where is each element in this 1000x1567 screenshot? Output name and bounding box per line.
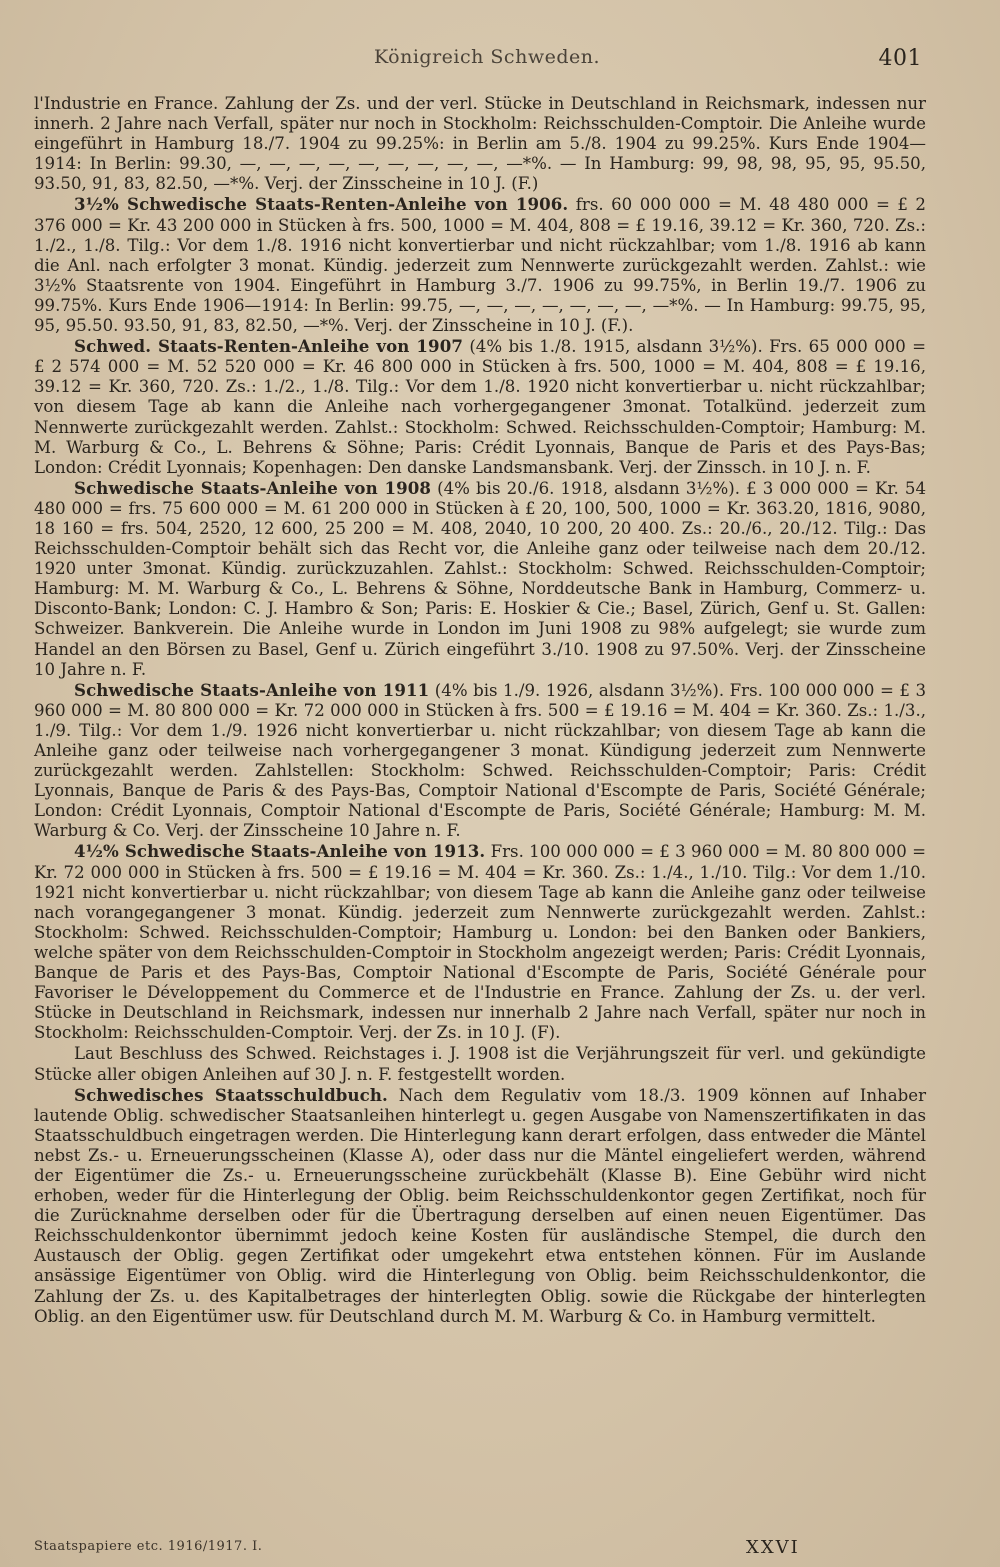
loan-heading: 3½% Schwedische Staats-Renten-Anleihe von 1906. xyxy=(74,194,569,215)
paragraph-loan-1908: Schwedische Staats-Anleihe von 1908 (4% bis 20./6. 1918, alsdann 3½%). £ 3 000 000 = Kr. 54 480 000 = frs. 75 600 000 = M. 61 200 000 in Stücken à £ 20, 100, 500, 1000 = Kr. 363.20, 1816, 9080, 18 160 = frs. 504, 2520, 12 600, 25 200 = M. 408, 2040, 10 200, 20 400. Zs.: 20./6., 20./12. Tilg.: Das Reichsschulden-Comptoir behält sich das Recht vor, die Anleihe ganz oder teilweise nach dem 20./12. 1920 unter 3monat. Kündig. zurückzuzahlen. Zahlst.: Stockholm: Schwed. Reichsschulden-Comptoir; Hamburg: M. M. Warburg & Co., L. Behrens & Söhne, Norddeutsche Bank in Hamburg, Commerz- u. Disconto-Bank; London: C. J. Hambro & Son; Paris: E. Hoskier & Cie.; Basel, Zürich, Genf u. St. Gallen: Schweizer. Bankverein. Die Anleihe wurde in London im Juni 1908 zu 98% aufgelegt; sie wurde zum Handel an den Börsen zu Basel, Genf u. Zürich eingeführt 3./10. 1908 zu 97.50%. Verj. der Zinsscheine 10 Jahre n. F. xyxy=(34,477,926,679)
sheet-number: XXVI xyxy=(746,1537,800,1558)
signature-line: Staatspapiere etc. 1916/1917. I. xyxy=(34,1539,263,1554)
body-text xyxy=(34,93,926,1327)
page-footer xyxy=(34,1537,926,1561)
page-number: 401 xyxy=(878,46,922,71)
paragraph-limitation: Laut Beschluss des Schwed. Reichstages i. J. 1908 ist die Verjährungszeit für verl. und gekündigte Stücke aller obigen Anleihen auf 30 J. n. F. festgestellt worden. xyxy=(34,1044,926,1084)
loan-heading: Schwedische Staats-Anleihe von 1911 xyxy=(74,679,430,700)
loan-heading: Schwedische Staats-Anleihe von 1908 xyxy=(74,477,432,498)
running-title: Königreich Schweden. xyxy=(374,46,601,68)
paragraph-continuation: l'Industrie en France. Zahlung der Zs. und der verl. Stücke in Deutschland in Reichsmark, indessen nur innerh. 2 Jahre nach Verfall, später nur noch in Stockholm: Reichsschulden-Comptoir. Die Anleihe wurde eingeführt in Hamburg 18./7. 1904 zu 99.25%: in Berlin am 5./8. 1904 zu 99.25%. Kurs Ende 1904—1914: In Berlin: 99.30, —, —, —, —, —, —, —, —, —, —*%. — In Hamburg: 99, 98, 98, 95, 95, 95.50, 93.50, 91, 83, 82.50, —*%. Verj. der Zinsscheine in 10 J. (F.) xyxy=(34,94,926,194)
paragraph-loan-1911: Schwedische Staats-Anleihe von 1911 (4% bis 1./9. 1926, alsdann 3½%). Frs. 100 000 000 = £ 3 960 000 = M. 80 800 000 = Kr. 72 000 000 in Stücken à frs. 500 = £ 19.16 = M. 404 = Kr. 360. Zs.: 1./3., 1./9. Tilg.: Vor dem 1./9. 1926 nicht konvertierbar u. nicht rückzahlbar; von diesem Tage ab kann die Anleihe ganz oder teilweise nach vorhergegangener 3 monat. Kündigung jederzeit zum Nennwerte zurückgezahlt werden. Zahlstellen: Stockholm: Schwed. Reichsschulden-Comptoir; Paris: Crédit Lyonnais, Banque de Paris & des Pays-Bas, Comptoir National d'Escompte de Paris, Société Générale; London: Crédit Lyonnais, Comptoir National d'Escompte de Paris, Société Générale; Hamburg: M. M. Warburg & Co. Verj. der Zinsscheine 10 Jahre n. F. xyxy=(34,679,927,841)
paragraph-loan-1907: Schwed. Staats-Renten-Anleihe von 1907 (4% bis 1./8. 1915, alsdann 3½%). Frs. 65 000 000 = £ 2 574 000 = M. 52 520 000 = Kr. 46 800 000 in Stücken à frs. 500, 1000 = M. 404, 808 = £ 19.16, 39.12 = Kr. 360, 720. Zs.: 1./2., 1./8. Tilg.: Vor dem 1./8. 1920 nicht konvertierbar u. nicht rückzahlbar; von diesem Tage ab kann die Anleihe nach vorhergegangener 3monat. Totalkünd. jederzeit zum Nennwerte zurückgezahlt werden. Zahlst.: Stockholm: Schwed. Reichsschulden-Comptoir; Hamburg: M. M. Warburg & Co., L. Behrens & Söhne; Paris: Crédit Lyonnais, Banque de Paris et des Pays-Bas; London: Crédit Lyonnais; Kopenhagen: Den danske Landsmansbank. Verj. der Zinssch. in 10 J. n. F. xyxy=(34,336,926,477)
paragraph-loan-1913: 4½% Schwedische Staats-Anleihe von 1913. Frs. 100 000 000 = £ 3 960 000 = M. 80 800 000 = Kr. 72 000 000 in Stücken à frs. 500 = £ 19.16 = M. 404 = Kr. 360. Zs.: 1./4., 1./10. Tilg.: Vor dem 1./10. 1921 nicht konvertierbar u. nicht rückzahlbar; von diesem Tage ab kann die Anleihe ganz oder teilweise nach vorangegangener 3 monat. Kündig. jederzeit zum Nennwerte zurückgezahlt werden. Zahlst.: Stockholm: Schwed. Reichsschulden-Comptoir; Hamburg u. London: bei den Banken oder Bankiers, welche später von dem Reichsschulden-Comptoir in Stockholm angezeigt werden; Paris: Crédit Lyonnais, Banque de Paris et des Pays-Bas, Comptoir National d'Escompte de Paris, Société Générale pour Favoriser le Développement du Commerce et de l'Industrie en France. Zahlung der Zs. u. der verl. Stücke in Deutschland in Reichsmark, indessen nur innerhalb 2 Jahre nach Verfall, später nur noch in Stockholm: Reichsschulden-Comptoir. Verj. der Zs. in 10 J. (F). xyxy=(34,841,926,1043)
running-header xyxy=(34,42,926,72)
section-heading: Schwedisches Staatsschuldbuch. xyxy=(74,1084,388,1105)
paragraph-loan-1906: 3½% Schwedische Staats-Renten-Anleihe von 1906. frs. 60 000 000 = M. 48 480 000 = £ 2 376 000 = Kr. 43 200 000 in Stücken à frs. 500, 1000 = M. 404, 808 = £ 19.16, 39.12 = Kr. 360, 720. Zs.: 1./2., 1./8. Tilg.: Vor dem 1./8. 1916 nicht konvertierbar und nicht rückzahlbar; vom 1./8. 1916 ab kann die Anl. nach erfolgter 3 monat. Kündig. jederzeit zum Nennwerte zurückgezahlt werden. Zahlst.: wie 3½% Staatsrente von 1904. Eingeführt in Hamburg 3./7. 1906 zu 99.75%, in Berlin 19./7. 1906 zu 99.75%. Kurs Ende 1906—1914: In Berlin: 99.75, —, —, —, —, —, —, —, —*%. — In Hamburg: 99.75, 95, 95, 95.50. 93.50, 91, 83, 82.50, —*%. Verj. der Zinsscheine in 10 J. (F.). xyxy=(34,194,926,336)
paragraph-debt-register: Schwedisches Staatsschuldbuch. Nach dem Regulativ vom 18./3. 1909 können auf Inhaber lautende Oblig. schwedischer Staatsanleihen hinterlegt u. gegen Ausgabe von Namenszertifikaten in das Staatsschuldbuch eingetragen werden. Die Hinterlegung kann derart erfolgen, dass entweder die Mäntel nebst Zs.- u. Erneuerungsscheinen (Klasse A), oder dass nur die Mäntel eingeliefert werden, während der Eigentümer die Zs.- u. Erneuerungsscheine zurückbehält (Klasse B). Eine Gebühr wird nicht erhoben, weder für die Hinterlegung der Oblig. beim Reichsschuldenkontor gegen Zertifikat, noch für die Zurücknahme derselben oder für die Übertragung derselben auf einen neuen Eigentümer. Das Reichsschuldenkontor übernimmt jedoch keine Kosten für ausländische Stempel, die durch den Austausch der Oblig. gegen Zertifikat oder umgekehrt etwa entstehen können. Für im Auslande ansässige Eigentümer von Oblig. wird die Hinterlegung von Oblig. beim Reichsschuldenkontor, die Zahlung der Zs. u. des Kapitalbetrages der hinterlegten Oblig. sowie die Rückgabe der hinterlegten Oblig. an den Eigentümer usw. für Deutschland durch M. M. Warburg & Co. in Hamburg vermittelt. xyxy=(34,1084,927,1326)
loan-heading: 4½% Schwedische Staats-Anleihe von 1913. xyxy=(74,841,486,862)
loan-heading: Schwed. Staats-Renten-Anleihe von 1907 xyxy=(74,336,463,357)
page xyxy=(34,0,926,1567)
